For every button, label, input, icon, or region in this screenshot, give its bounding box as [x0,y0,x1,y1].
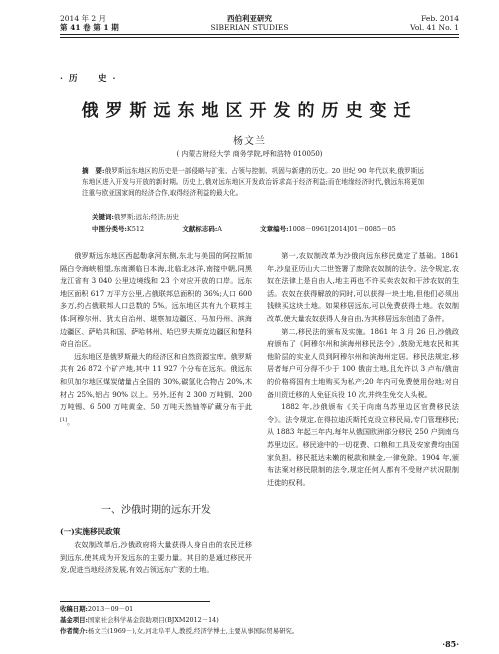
author-affiliation: ( 内蒙古财经大学 商务学院,呼和浩特 010050) [176,150,323,158]
footnote [60,604,460,637]
paragraph: 远东地区是俄罗斯最大的经济区和自然资源宝库。俄罗斯共有 26 872 个矿产地,其中 11 927 个分布在远东。俄远东和贝加尔地区煤炭储量占全国的 30%,碳氢化合物占 20%,木材占 25%,铝占 90% 以上。另外,还有 2 300 万吨铜、200 万吨锡、6 500 万吨黄金、50 万吨天然铀等矿藏分布于此[1]。 [60,351,252,427]
header-rule [60,34,459,35]
paragraph: 1882 年,沙俄颁布《关于向南乌苏里边区官费移民法令》。法令规定,在得拉迪沃斯托克设立移民局,专门管理移民;从 1883 年起三年内,每年从俄国欧洲部分移民 250 户到南乌苏里边区。移民途中的一切花费、口粮和工具及安家费均由国家负担。移民抵达未嫩的税款和赎金,一律免除。1904 年,颁布法案对移民限制的法令,规定任何人都有不受财产状况限制迁徙的权利。 [267,402,459,487]
page-number: ·85· [442,639,459,649]
paragraph: 第二,移民法的颁布及实施。1861 年 3 月 26 日,沙俄政府颁布了《阿穆尔州和滨海州移民法令》,鼓励无地农民和其他阶层的实业人员到阿穆尔州和滨海州定居。移民法规定,移居者每户可分得不少于 100 俄亩土地,且允许以 3 卢布/俄亩的价格将国有土地购买为私产;20 年内可免费使用份地;对自备川资迁移的人免征兵役 10 次,并终生免交人头税。 [267,326,459,399]
left-column [60,250,252,429]
paragraph: 第一,农奴制改革为沙俄向远东移民奠定了基础。1861 年,沙皇亚历山大二世签署了废除农奴制的法令。法令规定,农奴在法律上是自由人,地主再也不许买卖农奴和干涉农奴的生活。农奴在获得解放的同时,可以获得一块土地,但他们必须出钱赎买这块土地。如果移居远东,可以免费获得土地。农奴制改革,使大量农奴获得人身自由,为其移居远东创造了条件。 [267,251,459,323]
journal-name-en: SIBERIAN STUDIES [210,23,289,32]
abstract-label: 摘 要: [82,167,105,175]
keywords: 关键词:俄罗斯;远东;经济;历史 [92,213,179,221]
section-tag: ·历 史· [60,74,122,84]
received-date: 收稿日期:2013－09－01 [60,605,134,613]
right-column [267,250,459,489]
fund-info: 基金项目:国家社会科学基金资助项目(BJXM2012－14) [60,616,219,624]
header-rule-thin [60,37,459,38]
classification-line: 中图分类号:K512 文献标志码:A 文章编号:1008－0961[2014]01－0085－05 [92,225,396,233]
paragraph: 俄罗斯远东地区西起勒拿河东侧,东北与美国的阿拉斯加隔白令海峡相望,东南濒临日本海,北临北冰洋,南接中朝,同黑龙江省有 3 040 公里边境线和 23 个对应开放的口岸。远东地区面积 617 万平方公里,占俄联邦总面积的 36%;人口 600 多万,约占俄联邦人口总数的 5%。远东地区共有九个联邦主体:阿穆尔州、犹太自治州、堪察加边疆区、马加丹州、滨海边疆区、萨哈共和国、萨哈林州、哈巴罗夫斯克边疆区和楚科奇自治区。 [60,251,252,349]
volume-en: Vol. 41 No. 1 [410,23,459,32]
abstract [82,166,424,199]
journal-name-cn: 西伯利亚研究 [227,14,272,23]
issue-date-cn: 2014 年 2 月 [60,14,107,23]
left-column-continued [60,539,252,577]
author-bio: 作者简介:杨文兰(1969－),女,河北阜平人,教授,经济学博士,主要从事国际贸易研究。 [60,627,299,635]
paragraph: 农奴制改革后,沙俄政府将大量获得人身自由的农民迁移到远东,使其成为开发远东的主要力量。其目的是通过移民开发,促进当地经济发展,有效占领远东广袤的土地。 [60,540,252,575]
issue-date-en: Feb. 2014 [421,14,459,23]
article-title: 俄罗斯远东地区开发的历史变迁 [81,101,418,121]
abstract-text: 俄罗斯远东地区的历史是一部侵略与扩张、占领与控制、巩固与新建的历史。20 世纪 90 年代以来,俄罗斯远东地区进入开发与开放的新时期。历史上,俄对远东地区开发政治诉求高于经济利益;而在地缘经济时代,俄远东将更加注重与欧亚国家间的经济合作,取得经济利益的最大化。 [82,167,424,197]
volume-cn: 第 41 卷 第 1 期 [60,23,119,32]
section-heading: 一、沙俄时期的远东开发 [101,505,211,516]
footnote-rule [60,601,210,602]
article-author: 杨文兰 [233,136,266,147]
subheading: (一)实施移民政策 [60,527,121,536]
reference-mark: [1] [60,416,68,423]
